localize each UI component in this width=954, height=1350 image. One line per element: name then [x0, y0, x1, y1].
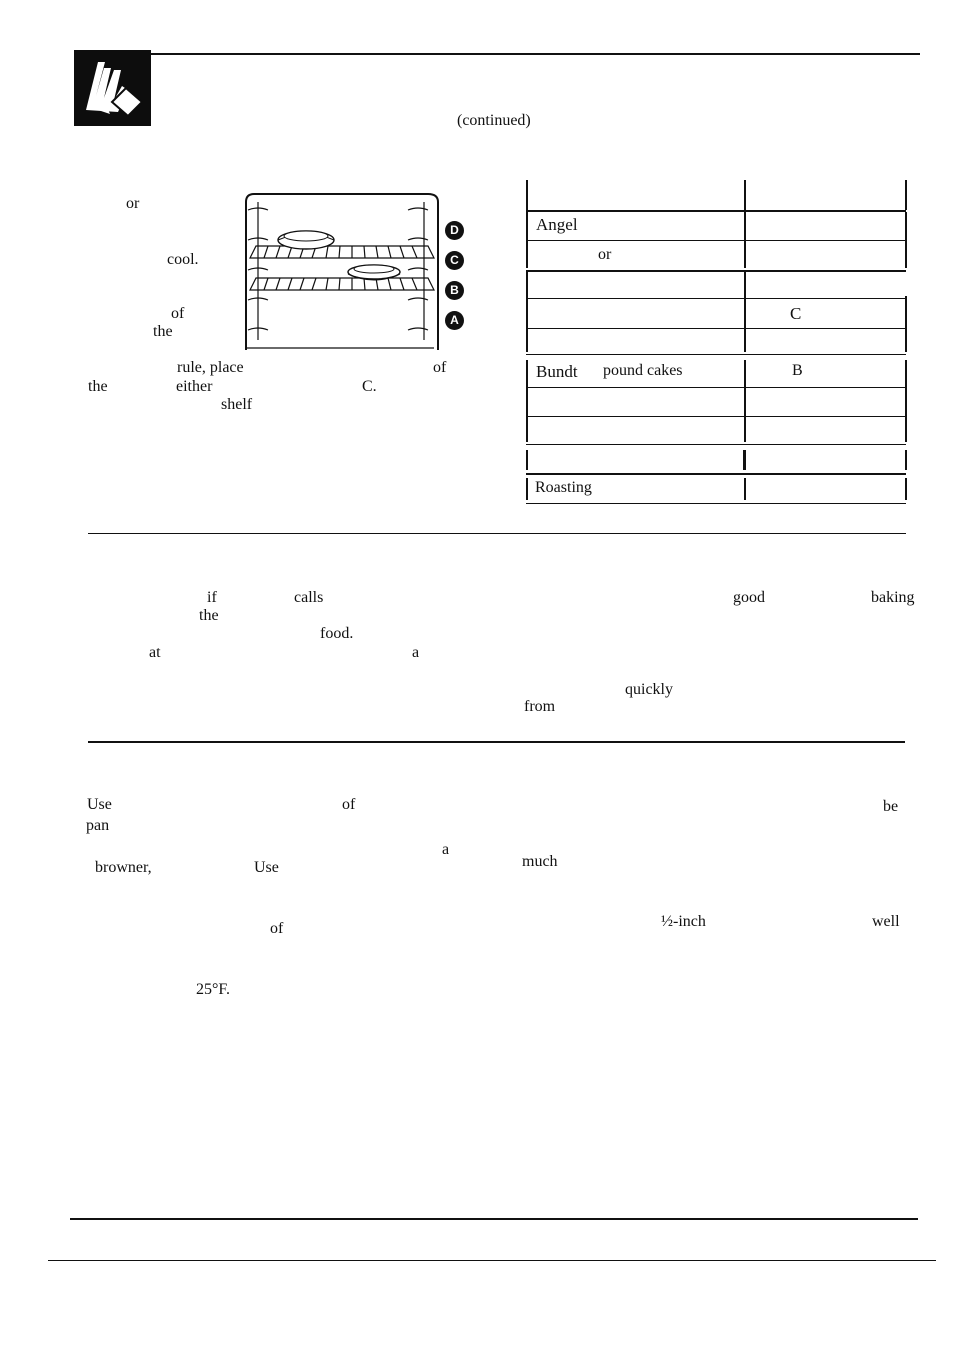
text-fragment: be: [883, 798, 899, 815]
footer-rule: [70, 1218, 918, 1220]
text-fragment: if: [207, 589, 217, 606]
footer-rule: [48, 1260, 936, 1261]
table-row: pound cakes: [603, 362, 683, 379]
shelf-b-badge: B: [445, 281, 464, 300]
text-fragment: well: [872, 913, 900, 930]
text-fragment: rule, place: [177, 359, 244, 376]
text-fragment: much: [522, 853, 558, 870]
text-fragment: a: [412, 644, 420, 661]
text-fragment: at: [149, 644, 161, 661]
text-fragment: of: [433, 359, 447, 376]
text-fragment: quickly: [625, 681, 673, 698]
text-fragment: ½-inch: [661, 913, 706, 930]
table-row: Roasting: [535, 479, 592, 496]
continued-label: (continued): [457, 112, 531, 129]
text-fragment: the: [199, 607, 219, 624]
text-fragment: C.: [362, 378, 377, 395]
table-row: B: [792, 362, 803, 379]
text-fragment: food.: [320, 625, 354, 642]
section-divider: [88, 533, 906, 534]
shelf-d-badge: D: [445, 221, 464, 240]
section-divider: [88, 741, 905, 743]
text-fragment: a: [442, 841, 450, 858]
hand-pointing-icon: [74, 50, 151, 126]
text-fragment: calls: [294, 589, 324, 606]
text-fragment: from: [524, 698, 556, 715]
text-fragment: of: [270, 920, 284, 937]
table-row: Bundt: [536, 362, 578, 381]
text-fragment: pan: [86, 817, 110, 834]
text-fragment: shelf: [221, 396, 253, 413]
table-row: C: [790, 304, 802, 323]
text-fragment: baking: [871, 589, 915, 606]
text-fragment: 25°F.: [196, 981, 231, 998]
text-fragment: cool.: [167, 251, 199, 268]
text-fragment: the: [153, 323, 173, 340]
text-fragment: the: [88, 378, 108, 395]
text-fragment: either: [176, 378, 213, 395]
text-fragment: of: [171, 305, 185, 322]
header-rule: [150, 53, 920, 55]
text-fragment: Use: [87, 796, 112, 813]
text-fragment: or: [126, 195, 140, 212]
table-row: Angel: [536, 215, 578, 234]
oven-shelf-diagram: [238, 190, 443, 355]
table-row: or: [598, 246, 612, 263]
shelf-c-badge: C: [445, 251, 464, 270]
text-fragment: good: [733, 589, 765, 606]
shelf-a-badge: A: [445, 311, 464, 330]
text-fragment: of: [342, 796, 356, 813]
text-fragment: Use: [254, 859, 279, 876]
text-fragment: browner,: [95, 859, 152, 876]
